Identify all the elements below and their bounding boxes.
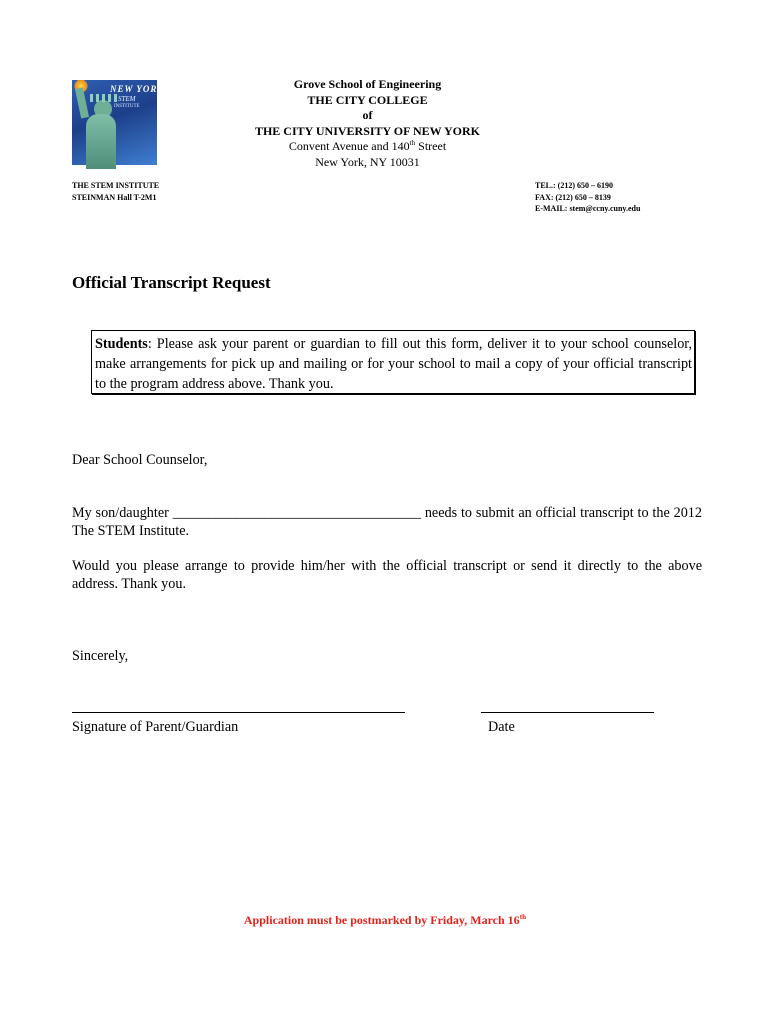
statue-body-shape [86, 114, 116, 169]
institute-location [72, 180, 159, 203]
school-name: Grove School of Engineering [293, 77, 442, 91]
hall-name: STEINMAN Hall T-2M1 [72, 192, 157, 202]
letterhead [230, 77, 505, 170]
institute-name: THE STEM INSTITUTE [72, 181, 160, 190]
street-address [230, 139, 505, 155]
of-word: of [362, 108, 373, 122]
student-notice-box [91, 330, 695, 394]
request-paragraph: My son/daughter ___________________________________ needs to submit an official transcript to the 2012 The STEM Institute. [72, 505, 702, 539]
date-line [481, 712, 654, 713]
notice-lead: Students [95, 336, 148, 352]
college-name: THE CITY COLLEGE [307, 92, 428, 107]
signature-label: Signature of Parent/Guardian [72, 719, 239, 735]
deadline-sup: th [519, 913, 527, 921]
date-label: Date [488, 719, 515, 735]
contact-info [535, 180, 640, 215]
fax: FAX: (212) 650 – 8139 [535, 192, 611, 202]
street-address-pre: Convent Avenue and 140 [288, 139, 410, 153]
greeting: Dear School Counselor, [72, 452, 208, 468]
deadline-notice [0, 913, 770, 928]
signature-line [72, 712, 405, 713]
telephone: TEL.: (212) 650 – 6190 [535, 181, 613, 190]
notice-text: : Please ask your parent or guardian to fill out this form, deliver it to your school counselor, make arrangements for pick up and mailing or for your school to mail a copy of your official transcript to the program address above. Thank you. [95, 336, 692, 392]
logo-line-3: INSTITUTE [114, 104, 140, 109]
closing: Sincerely, [72, 648, 129, 664]
document-title: Official Transcript Request [72, 273, 271, 292]
email: E-MAIL: stem@ccny.cuny.edu [535, 204, 641, 213]
university-name: THE CITY UNIVERSITY OF NEW YORK [254, 123, 481, 138]
logo-line-2: STEM [118, 95, 136, 103]
logo-line-1: NEW YORK [110, 84, 165, 94]
city-line: New York, NY 10031 [315, 154, 420, 169]
street-address-post: Street [415, 139, 447, 153]
statue-crown-shape [90, 94, 118, 102]
deadline-text: Application must be postmarked by Friday, March 16 [243, 913, 520, 927]
stem-institute-logo [72, 80, 165, 165]
arrangement-paragraph: Would you please arrange to provide him/her with the official transcript or send it directly to the above address. Thank you. [72, 558, 702, 592]
street-address-sup: th [409, 139, 416, 147]
statue-arm-shape [75, 87, 89, 118]
